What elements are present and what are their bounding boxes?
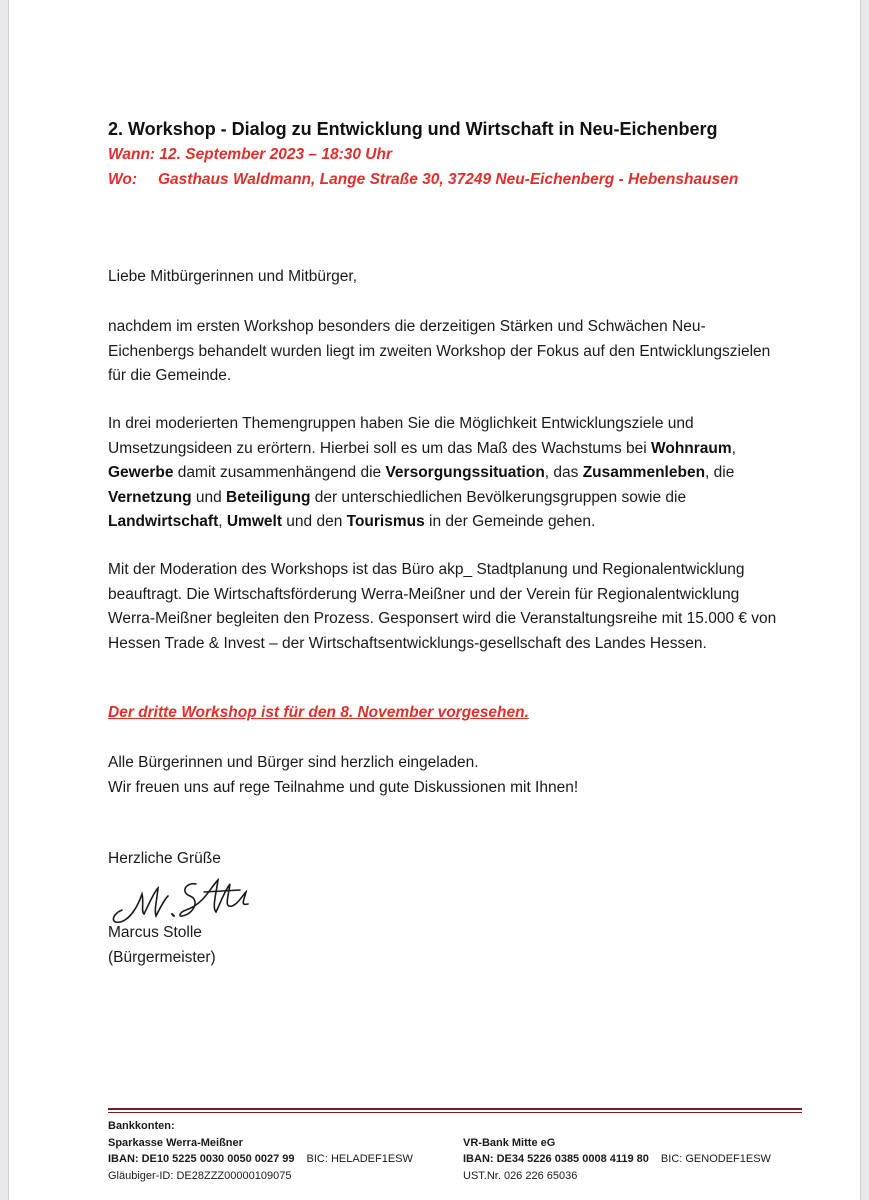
document-title: 2. Workshop - Dialog zu Entwicklung und Wirtschaft in Neu-Eichenberg bbox=[108, 119, 718, 139]
text: und den bbox=[281, 513, 347, 530]
bank-iban: IBAN: DE10 5225 0030 0050 0027 99 bbox=[108, 1153, 295, 1165]
topic-community: Zusammenleben bbox=[582, 464, 706, 481]
location-label: Wo: bbox=[108, 171, 137, 188]
next-workshop-note: Der dritte Workshop ist für den 8. November vorgesehen. bbox=[108, 704, 529, 721]
invitation-line-2: Wir freuen uns auf rege Teilnahme und gute Diskussionen mit Ihnen! bbox=[108, 778, 579, 796]
footer-heading: Bankkonten: bbox=[108, 1120, 175, 1132]
page-edge-right bbox=[860, 0, 869, 1200]
salutation: Liebe Mitbürgerinnen und Mitbürger, bbox=[108, 268, 358, 285]
bank-bic: BIC: GENODEF1ESW bbox=[660, 1153, 771, 1165]
topic-business: Gewerbe bbox=[108, 464, 174, 481]
paragraph-moderation: Mit der Moderation des Workshops ist das Büro akp_ Stadtplanung und Regionalentwicklung beauftragt. Die Wirtschaftsförderung Werra-Meißner und der Verein für Regionalentwicklung Werra-Meißner begleiten den Prozess. Gesponsert wird die Veranstaltungsreihe mit 15.000 € von Hessen Trade & Invest – der Wirtschaftsentwicklungs-gesellschaft des Landes Hessen. bbox=[108, 561, 777, 652]
footer-divider bbox=[108, 1108, 802, 1113]
text: In drei moderierten Themengruppen haben Sie die Möglichkeit Entwicklungsziele und Umsetzungsideen zu erörtern. Hierbei soll es um das Maß des Wachstums bei bbox=[108, 415, 694, 457]
location-value: Gasthaus Waldmann, Lange Straße 30, 37249 Neu-Eichenberg - Hebenshausen bbox=[158, 171, 739, 188]
topic-tourism: Tourismus bbox=[346, 513, 425, 530]
invitation bbox=[108, 751, 778, 800]
text: der unterschiedlichen Bevölkerungsgruppen sowie die bbox=[310, 488, 687, 506]
footer-bank-right bbox=[463, 1118, 771, 1184]
topic-supply: Versorgungssituation bbox=[385, 464, 545, 481]
text: damit zusammenhängend die bbox=[173, 464, 386, 481]
bank-iban: IBAN: DE34 5226 0385 0008 4119 80 bbox=[463, 1153, 649, 1165]
paragraph-intro: nachdem im ersten Workshop besonders die derzeitigen Stärken und Schwächen Neu-Eichenbergs behandelt wurden liegt im zweiten Workshop der Fokus auf den Entwicklungszielen für die Gemeinde. bbox=[108, 318, 771, 384]
topic-agriculture: Landwirtschaft bbox=[108, 513, 219, 530]
text: , bbox=[731, 439, 736, 457]
footer-bank-left bbox=[108, 1118, 413, 1184]
page-edge-left bbox=[0, 0, 9, 1200]
event-location bbox=[108, 171, 738, 189]
bank-bic: BIC: HELADEF1ESW bbox=[306, 1153, 413, 1165]
bank-name: VR-Bank Mitte eG bbox=[463, 1136, 556, 1149]
signer-block bbox=[108, 921, 778, 970]
text: , das bbox=[544, 464, 583, 481]
topic-environment: Umwelt bbox=[226, 513, 282, 530]
paragraph-topics bbox=[108, 412, 778, 535]
text: , bbox=[218, 513, 227, 530]
closing-regards: Herzliche Grüße bbox=[108, 850, 221, 867]
bank-name: Sparkasse Werra-Meißner bbox=[108, 1136, 243, 1149]
invitation-line-1: Alle Bürgerinnen und Bürger sind herzlich eingeladen. bbox=[108, 754, 479, 771]
creditor-id: Gläubiger-ID: DE28ZZZ00000109075 bbox=[108, 1169, 292, 1182]
topic-participation: Beteiligung bbox=[226, 488, 311, 506]
text: in der Gemeinde gehen. bbox=[424, 513, 596, 530]
topic-networking: Vernetzung bbox=[108, 488, 192, 506]
event-date: Wann: 12. September 2023 – 18:30 Uhr bbox=[108, 146, 393, 163]
signer-role: (Bürgermeister) bbox=[108, 948, 216, 966]
text: , die bbox=[705, 464, 735, 481]
signer-name: Marcus Stolle bbox=[108, 924, 202, 941]
handwritten-signature bbox=[108, 870, 258, 928]
vat-number: UST.Nr. 026 226 65036 bbox=[463, 1169, 578, 1182]
text: und bbox=[191, 488, 227, 506]
topic-housing: Wohnraum bbox=[651, 439, 732, 457]
